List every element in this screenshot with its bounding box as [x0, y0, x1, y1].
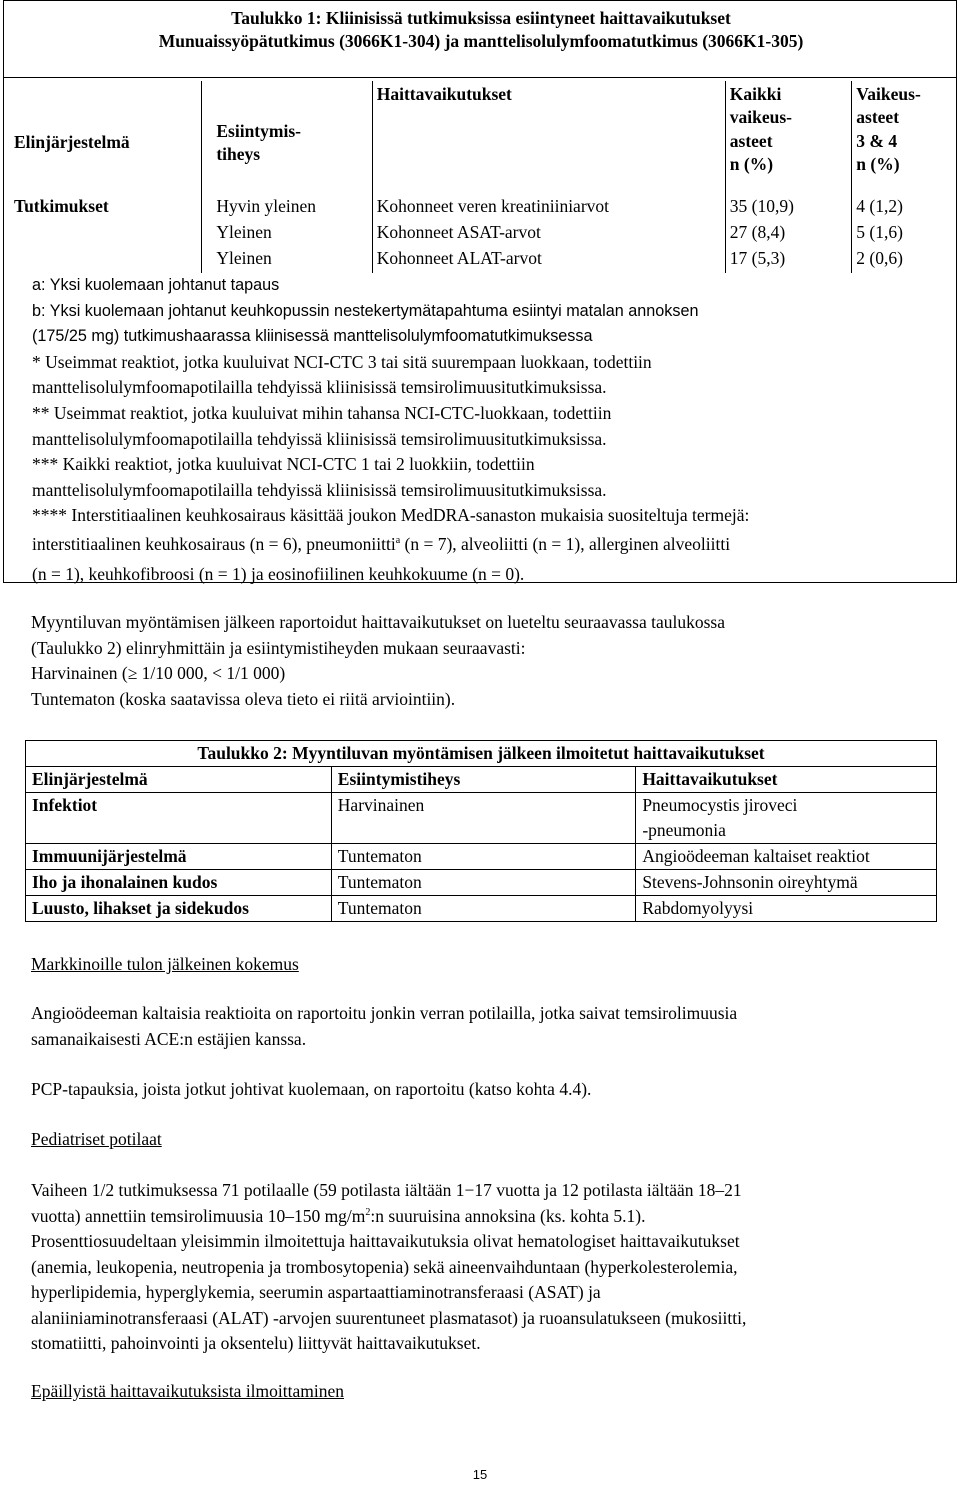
pediatric-heading: Pediatriset potilaat — [31, 1129, 162, 1149]
footnote-b-line2: (175/25 mg) tutkimushaarassa kliinisessä manttelisolulymfoomatutkimuksessa — [32, 327, 593, 346]
table1-title-divider — [4, 77, 956, 78]
table1-footnotes — [32, 273, 952, 589]
table1-cell-system: Tutkimukset — [14, 196, 109, 216]
table1-header-frequency: Esiintymis- tiheys — [202, 81, 372, 195]
table2-title: Taulukko 2: Myyntiluvan myöntämisen jälkeen ilmoitetut haittavaikutukset — [26, 741, 937, 767]
marketing-paragraph-2: PCP-tapauksia, joista jotkut johtivat kuolemaan, on raportoitu (katso kohta 4.4). — [31, 1079, 592, 1099]
table1-row — [4, 247, 956, 273]
footnote-star1-line2: manttelisolulymfoomapotilailla tehdyissä kliinisissä temsirolimuusitutkimuksissa. — [32, 377, 607, 398]
table1-row — [4, 221, 956, 247]
table2-cell-effect: Stevens-Johnsonin oireyhtymä — [636, 870, 937, 896]
intro-line: Myyntiluvan myöntämisen jälkeen raportoidut haittavaikutukset on lueteltu seuraavassa taulukossa — [31, 612, 726, 632]
table1-header-grade-3-4: Vaikeus- asteet 3 & 4 n (%) — [852, 81, 956, 195]
table2-cell-system: Infektiot — [26, 793, 332, 844]
table2-row — [26, 896, 937, 922]
table1-cell-grade-3-4: 5 (1,6) — [852, 221, 956, 247]
table2-cell-frequency: Tuntematon — [331, 870, 636, 896]
table1-row — [4, 195, 956, 221]
footnote-star3-line2: manttelisolulymfoomapotilailla tehdyissä kliinisissä temsirolimuusitutkimuksissa. — [32, 479, 607, 500]
table1-cell-effect: Kohonneet veren kreatiniiniarvot — [372, 195, 725, 221]
footnote-star1-line1: * Useimmat reaktiot, jotka kuuluivat NCI-CTC 3 tai sitä suurempaan luokkaan, todettiin — [32, 351, 652, 372]
table2-header-row — [26, 767, 937, 793]
footnote-star3-line1: *** Kaikki reaktiot, jotka kuuluivat NCI-CTC 1 tai 2 luokkiin, todettiin — [32, 454, 535, 475]
footnote-star4-line3: (n = 1), keuhkofibroosi (n = 1) ja eosinofiilinen keuhkokuume (n = 0). — [32, 563, 525, 584]
table1-cell-effect: Kohonneet ALAT-arvot — [372, 247, 725, 273]
intro-line: Harvinainen (≥ 1/10 000, < 1/1 000) — [31, 663, 286, 683]
footnote-star2-line1: ** Useimmat reaktiot, jotka kuuluivat mihin tahansa NCI-CTC-luokkaan, todettiin — [32, 402, 612, 423]
table1-cell-all-grades: 17 (5,3) — [725, 247, 851, 273]
table1-cell-effect: Kohonneet ASAT-arvot — [372, 221, 725, 247]
footnote-star4-line2: interstitiaalinen keuhkosairaus (n = 6), pneumoniitti$^a$ (n = 7), alveoliitti (n = 1), allerginen alveoliitti — [32, 533, 731, 554]
table2-cell-effect: Angioödeeman kaltaiset reaktiot — [636, 844, 937, 870]
table1-cell-all-grades: 27 (8,4) — [725, 221, 851, 247]
table1-cell-system — [4, 221, 202, 247]
table2-cell-system: Luusto, lihakset ja sidekudos — [26, 896, 332, 922]
table1-cell-grade-3-4: 2 (0,6) — [852, 247, 956, 273]
table1-header-all-grades: Kaikki vaikeus- asteet n (%) — [725, 81, 851, 195]
table2-title-row — [26, 741, 937, 767]
intro-paragraph — [31, 610, 931, 712]
intro-line: (Taulukko 2) elinryhmittäin ja esiintymistiheyden mukaan seuraavasti: — [31, 637, 526, 658]
table1-cell-all-grades: 35 (10,9) — [725, 195, 851, 221]
table2-row — [26, 870, 937, 896]
page-number: 15 — [472, 1467, 488, 1482]
table2-cell-frequency: Tuntematon — [331, 896, 636, 922]
table1 — [4, 81, 956, 273]
table2-header-effects: Haittavaikutukset — [636, 767, 937, 793]
table1-cell-frequency: Hyvin yleinen — [202, 195, 372, 221]
table1-box — [3, 0, 957, 583]
table1-title-line2: Munuaissyöpätutkimus (3066K1-304) ja manttelisolulymfoomatutkimus (3066K1-305) — [158, 31, 804, 52]
table2-row — [26, 844, 937, 870]
intro-line: Tuntematon (koska saatavissa oleva tieto ei riitä arviointiin). — [31, 688, 456, 709]
table1-cell-system — [4, 247, 202, 273]
table1-title-line1: Taulukko 1: Kliinisissä tutkimuksissa esiintyneet haittavaikutukset — [231, 8, 731, 28]
table1-header-effects: Haittavaikutukset — [372, 81, 725, 195]
table2-cell-system: Immuunijärjestelmä — [26, 844, 332, 870]
report-heading: Epäillyistä haittavaikutuksista ilmoittaminen — [31, 1381, 345, 1401]
table1-header-row — [4, 81, 956, 195]
table2 — [25, 740, 937, 922]
table2-row — [26, 793, 937, 844]
table2-cell-effect: Rabdomyolyysi — [636, 896, 937, 922]
table1-cell-frequency: Yleinen — [202, 247, 372, 273]
pediatric-paragraph: Vaiheen 1/2 tutkimuksessa 71 potilaalle (59 potilasta iältään 1−17 vuotta ja 12 potilasta iältään 18–21 vuotta) annettiin temsirolimuusia 10–150 $mg/m^2:n$ suuruisina annoksina (ks. kohta 5.1). Prosenttiosuudeltaan yleisimmin ilmoitettuja haittavaikutuksia olivat hematologiset haittavaikutukset (anemia, leukopenia, neutropenia ja trombosytopenia) sekä aineenvaihduntaan (hyperkolesterolemia, hyperlipidemia, hyperglykemia, seerumin aspartaattiaminotransferaasi (ASAT) ja alaniiniaminotransferaasi (ALAT) -arvojen suurentuneet plasmatasot) ja ruoansulatukseen (mukosiitti, stomatiitti, pahoinvointi ja oksentelu) liittyvät haittavaikutukset. — [31, 1180, 747, 1353]
table2-cell-frequency: Tuntematon — [331, 844, 636, 870]
table2-header-system: Elinjärjestelmä — [26, 767, 332, 793]
table2-header-frequency: Esiintymistiheys — [331, 767, 636, 793]
footnote-b-line1: b: Yksi kuolemaan johtanut keuhkopussin nestekertymätapahtuma esiintyi matalan annoksen — [32, 301, 699, 320]
marketing-paragraph-1: Angioödeeman kaltaisia reaktioita on raportoitu jonkin verran potilailla, jotka saivat temsirolimuusia samanaikaisesti ACE:n estäjien kanssa. — [31, 1003, 738, 1049]
footnote-a: a: Yksi kuolemaan johtanut tapaus — [32, 276, 280, 294]
table2-cell-frequency: Harvinainen — [331, 793, 636, 844]
table1-title — [4, 7, 958, 54]
footnote-star2-line2: manttelisolulymfoomapotilailla tehdyissä kliinisissä temsirolimuusitutkimuksissa. — [32, 428, 607, 449]
table1-cell-grade-3-4: 4 (1,2) — [852, 195, 956, 221]
table2-cell-effect: Pneumocystis jiroveci -pneumonia — [636, 793, 937, 844]
table1-header-system: Elinjärjestelmä — [14, 132, 130, 153]
marketing-heading: Markkinoille tulon jälkeinen kokemus — [31, 954, 299, 974]
table2-cell-system: Iho ja ihonalainen kudos — [26, 870, 332, 896]
footnote-star4-line1: **** Interstitiaalinen keuhkosairaus käsittää joukon MedDRA-sanaston mukaisia suositeltuja termejä: — [32, 505, 750, 526]
table1-cell-frequency: Yleinen — [202, 221, 372, 247]
